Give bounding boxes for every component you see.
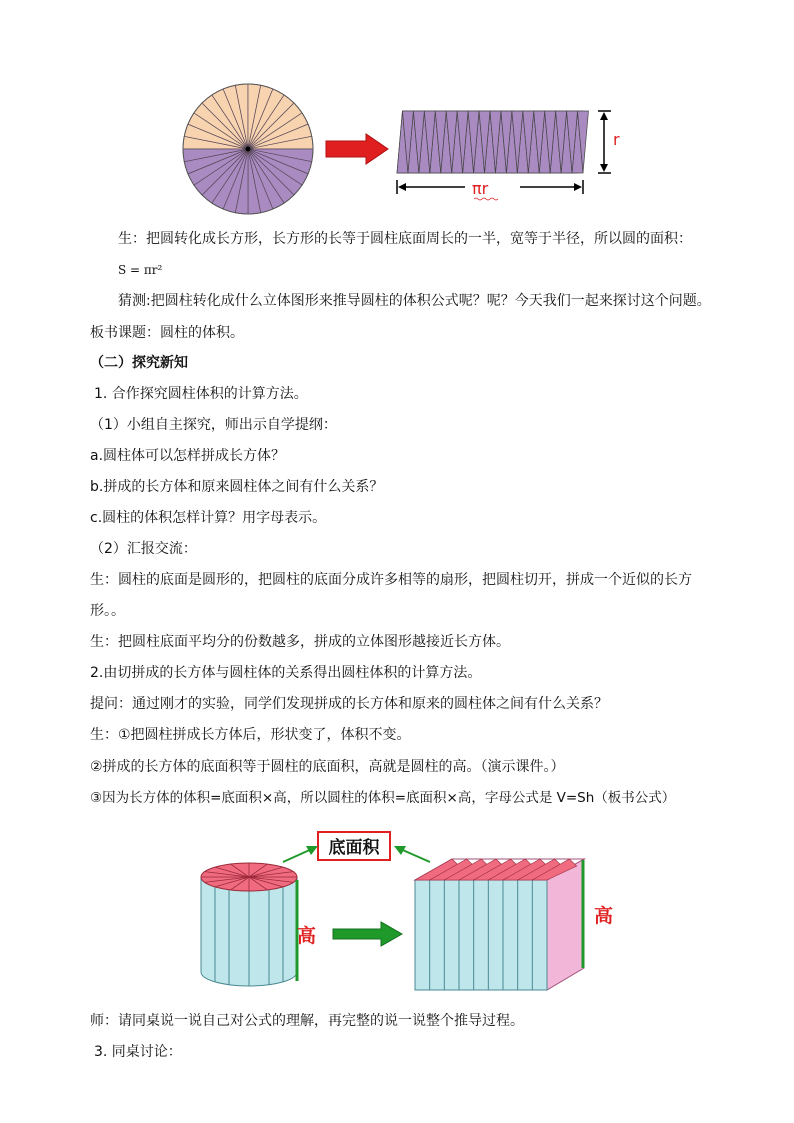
text-line: b.拼成的长方体和原来圆柱体之间有什么关系？ <box>90 479 384 495</box>
radius-label: r <box>613 130 620 149</box>
red-arrow-icon <box>326 134 388 164</box>
cylinder-height-label: 高 <box>297 925 317 947</box>
section-heading: （二）探究新知 <box>90 355 188 371</box>
approximate-box <box>415 859 584 990</box>
sectored-circle <box>183 84 313 214</box>
text-line: c.圆柱的体积怎样计算？用字母表示。 <box>90 510 327 526</box>
text-line: 猜测:把圆柱转化成什么立体图形来推导圆柱的体积公式呢？呢？今天我们一起来探讨这个问题。 <box>118 293 711 309</box>
circle-to-rectangle-figure <box>0 0 794 225</box>
text-line: 生：圆柱的底面是圆形的，把圆柱的底面分成许多相等的扇形，把圆柱切开，拼成一个近似的长方 <box>90 572 692 588</box>
text-line: 形。。 <box>90 603 125 619</box>
text-line: a.圆柱体可以怎样拼成长方体？ <box>90 448 286 464</box>
cylinder-to-box-figure <box>0 820 794 1000</box>
text-line: （2）汇报交流： <box>90 541 197 557</box>
box-height-label: 高 <box>594 905 614 927</box>
text-line: （1）小组自主探究，师出示自学提纲： <box>90 417 337 433</box>
text-line: 生：①把圆柱拼成长方体后，形状变了，体积不变。 <box>90 727 411 743</box>
text-line: 师：请同桌说一说自己对公式的理解，再完整的说一说整个推导过程。 <box>90 1013 524 1029</box>
text-line: 生：把圆柱底面平均分的份数越多，拼成的立体图形越接近长方体。 <box>90 634 510 650</box>
radius-dimension <box>598 111 611 173</box>
base-area-label: 底面积 <box>328 838 380 858</box>
text-line: ②拼成的长方体的底面积等于圆柱的底面积，高就是圆柱的高。（演示课件。） <box>90 759 565 775</box>
approximate-rectangle <box>397 111 588 173</box>
text-line: 3. 同桌讨论： <box>94 1044 182 1060</box>
half-circumference-dimension <box>397 180 583 194</box>
sliced-cylinder <box>201 863 297 986</box>
text-line: 1. 合作探究圆柱体积的计算方法。 <box>94 386 308 402</box>
area-formula: S = πr² <box>118 263 163 277</box>
green-right-arrow-icon <box>333 922 402 946</box>
text-line: 板书课题：圆柱的体积。 <box>90 325 244 341</box>
pi-r-label: πr <box>472 179 489 198</box>
text-line: ③因为长方体的体积=底面积×高，所以圆柱的体积=底面积×高，字母公式是 V=Sh（板书公式） <box>90 790 676 806</box>
text-line: 2.由切拼成的长方体与圆柱体的关系得出圆柱体积的计算方法。 <box>90 665 482 681</box>
text-line: 提问：通过刚才的实验，同学们发现拼成的长方体和原来的圆柱体之间有什么关系？ <box>90 696 608 712</box>
text-line: 生：把圆转化成长方形，长方形的长等于圆柱底面周长的一半，宽等于半径，所以圆的面积： <box>118 231 692 247</box>
